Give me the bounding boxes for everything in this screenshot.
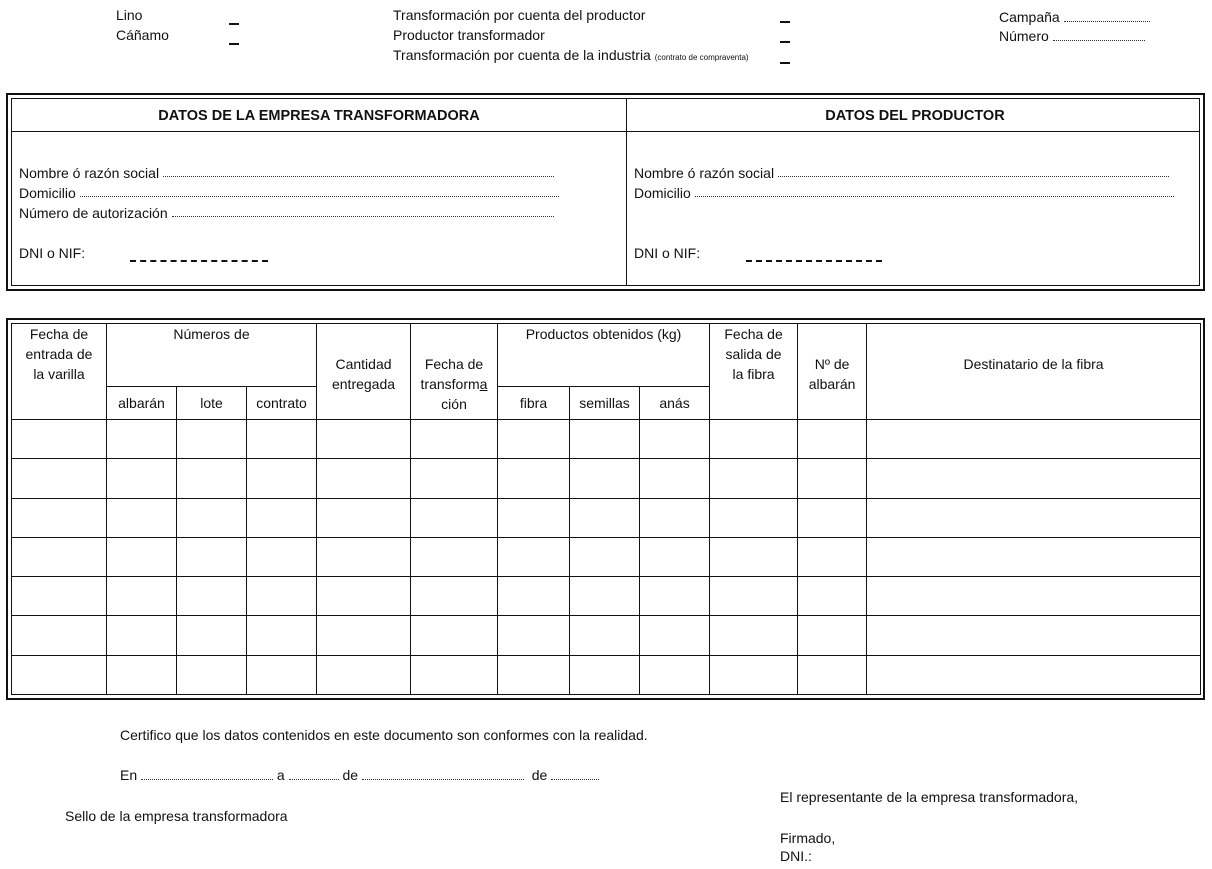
table-row [12,655,1201,694]
table-cell[interactable] [710,420,798,459]
table-cell[interactable] [177,616,247,655]
table-cell[interactable] [247,537,317,576]
table-cell[interactable] [177,459,247,498]
representante-label: El representante de la empresa transformadora, [780,789,1079,805]
table-cell[interactable] [498,655,570,694]
productor-title: DATOS DEL PRODUCTOR [825,108,1005,124]
subcol-semillas: semillas [570,387,640,420]
col-numero-albaran: Nº de albarán [798,324,867,420]
table-cell[interactable] [640,577,710,616]
empresa-dni-label: DNI o NIF: [19,245,86,261]
productor-nombre-label: Nombre ó razón social [634,165,775,181]
table-cell[interactable] [498,537,570,576]
campana-label: Campaña [999,9,1060,25]
lino-checkbox[interactable] [229,23,239,25]
table-cell[interactable] [867,655,1201,694]
table-cell[interactable] [710,459,798,498]
col-fecha-transformacion: Fecha de transforma ción [411,324,498,420]
table-cell[interactable] [710,498,798,537]
type-3-checkbox[interactable] [780,62,790,64]
table-row [12,616,1201,655]
table-row [12,420,1201,459]
type-productor-transformador-label: Productor transformador [393,27,545,43]
registro-table-frame [6,318,1205,700]
table-cell[interactable] [798,616,867,655]
table-cell[interactable] [317,420,411,459]
empresa-domicilio-field[interactable] [19,185,559,201]
empresa-autorizacion-label: Número de autorización [19,205,168,221]
table-cell[interactable] [411,655,498,694]
table-cell[interactable] [411,616,498,655]
table-cell[interactable] [12,577,107,616]
firmado-label: Firmado, [780,830,836,846]
table-cell[interactable] [867,577,1201,616]
table-cell[interactable] [107,537,177,576]
table-row [12,498,1201,537]
empresa-nombre-label: Nombre ó razón social [19,165,160,181]
subcol-fibra: fibra [498,387,570,420]
empresa-title: DATOS DE LA EMPRESA TRANSFORMADORA [158,108,480,124]
table-cell[interactable] [247,616,317,655]
table-cell[interactable] [12,537,107,576]
table-cell[interactable] [640,420,710,459]
table-cell[interactable] [710,577,798,616]
table-cell[interactable] [247,498,317,537]
col-fecha-salida: Fecha de salida de la fibra [710,324,798,420]
lugar-fecha-line[interactable] [120,766,599,784]
productor-domicilio-field[interactable] [634,185,1174,201]
table-cell[interactable] [317,655,411,694]
table-cell[interactable] [177,498,247,537]
productor-domicilio-label: Domicilio [634,185,691,201]
table-cell[interactable] [798,537,867,576]
table-cell[interactable] [640,459,710,498]
crop-lino-label: Lino [116,7,143,23]
table-cell[interactable] [867,420,1201,459]
table-cell[interactable] [317,498,411,537]
en-label: En [120,767,138,783]
table-cell[interactable] [570,498,640,537]
table-cell[interactable] [498,498,570,537]
table-cell[interactable] [411,577,498,616]
table-cell[interactable] [570,459,640,498]
contrato-note: (contrato de compraventa) [654,53,749,62]
table-cell[interactable] [640,498,710,537]
a-label: a [276,767,285,783]
table-cell[interactable] [107,420,177,459]
col-fecha-entrada: Fecha de entrada de la varilla [12,324,107,420]
de-label-2: de [531,767,548,783]
table-cell[interactable] [411,459,498,498]
de-label-1: de [342,767,359,783]
numero-field[interactable] [999,27,1145,45]
table-cell[interactable] [570,616,640,655]
col-cantidad-entregada: Cantidad entregada [317,324,411,420]
table-cell[interactable] [317,459,411,498]
productor-nombre-field[interactable] [634,165,1169,181]
table-cell[interactable] [107,616,177,655]
table-cell[interactable] [317,577,411,616]
table-cell[interactable] [798,498,867,537]
empresa-nombre-field[interactable] [19,165,554,181]
campana-field[interactable] [999,8,1150,26]
table-cell[interactable] [710,655,798,694]
table-cell[interactable] [798,655,867,694]
subcol-anas: anás [640,387,710,420]
table-cell[interactable] [710,616,798,655]
table-cell[interactable] [411,537,498,576]
table-cell[interactable] [798,577,867,616]
datos-inner-frame [11,98,1200,286]
table-cell[interactable] [498,577,570,616]
table-cell[interactable] [798,420,867,459]
table-cell[interactable] [12,420,107,459]
productor-dni-label: DNI o NIF: [634,245,701,261]
table-row [12,459,1201,498]
table-cell[interactable] [247,577,317,616]
table-cell[interactable] [177,420,247,459]
table-cell[interactable] [177,537,247,576]
subcol-lote: lote [177,387,247,420]
table-cell[interactable] [570,577,640,616]
empresa-autorizacion-field[interactable] [19,205,554,221]
subcol-albaran: albarán [107,387,177,420]
registro-table [11,323,1201,695]
table-cell[interactable] [317,616,411,655]
table-cell[interactable] [640,655,710,694]
table-cell[interactable] [498,420,570,459]
table-cell[interactable] [498,616,570,655]
sello-label: Sello de la empresa transformadora [65,808,288,824]
table-cell[interactable] [247,459,317,498]
table-cell[interactable] [867,537,1201,576]
table-cell[interactable] [867,498,1201,537]
table-cell[interactable] [867,616,1201,655]
certifico-text: Certifico que los datos contenidos en este documento son conformes con la realidad. [120,727,648,743]
table-cell[interactable] [411,420,498,459]
table-cell[interactable] [640,616,710,655]
type-2-checkbox[interactable] [780,41,790,43]
table-cell[interactable] [247,420,317,459]
crop-canamo-label: Cáñamo [116,27,169,43]
subcol-contrato: contrato [247,387,317,420]
table-cell[interactable] [177,577,247,616]
col-destinatario: Destinatario de la fibra [867,324,1201,420]
table-cell[interactable] [107,655,177,694]
datos-section [6,93,1205,291]
table-row [12,577,1201,616]
table-row [12,537,1201,576]
productor-dni-input[interactable] [746,259,882,262]
table-cell[interactable] [867,459,1201,498]
table-cell[interactable] [107,577,177,616]
table-cell[interactable] [107,459,177,498]
table-cell[interactable] [177,655,247,694]
type-transformacion-industria-label: Transformación por cuenta de la industria (contrato de compraventa) [393,47,749,63]
table-cell[interactable] [12,616,107,655]
table-cell[interactable] [411,498,498,537]
table-cell[interactable] [640,537,710,576]
col-numeros-de: Números de [107,324,317,387]
table-cell[interactable] [570,420,640,459]
table-cell[interactable] [107,498,177,537]
table-cell[interactable] [710,537,798,576]
canamo-checkbox[interactable] [229,43,239,45]
table-cell[interactable] [317,537,411,576]
table-cell[interactable] [798,459,867,498]
table-cell[interactable] [12,655,107,694]
table-cell[interactable] [12,459,107,498]
table-cell[interactable] [570,537,640,576]
empresa-domicilio-label: Domicilio [19,185,76,201]
dni-firma-label: DNI.: [780,848,812,864]
table-cell[interactable] [570,655,640,694]
empresa-dni-input[interactable] [130,259,268,262]
table-cell[interactable] [498,459,570,498]
type-transformacion-productor-label: Transformación por cuenta del productor [393,7,646,23]
col-productos-obtenidos: Productos obtenidos (kg) [498,324,710,387]
type-1-checkbox[interactable] [780,21,790,23]
numero-label: Número [999,28,1049,44]
table-cell[interactable] [12,498,107,537]
table-cell[interactable] [247,655,317,694]
